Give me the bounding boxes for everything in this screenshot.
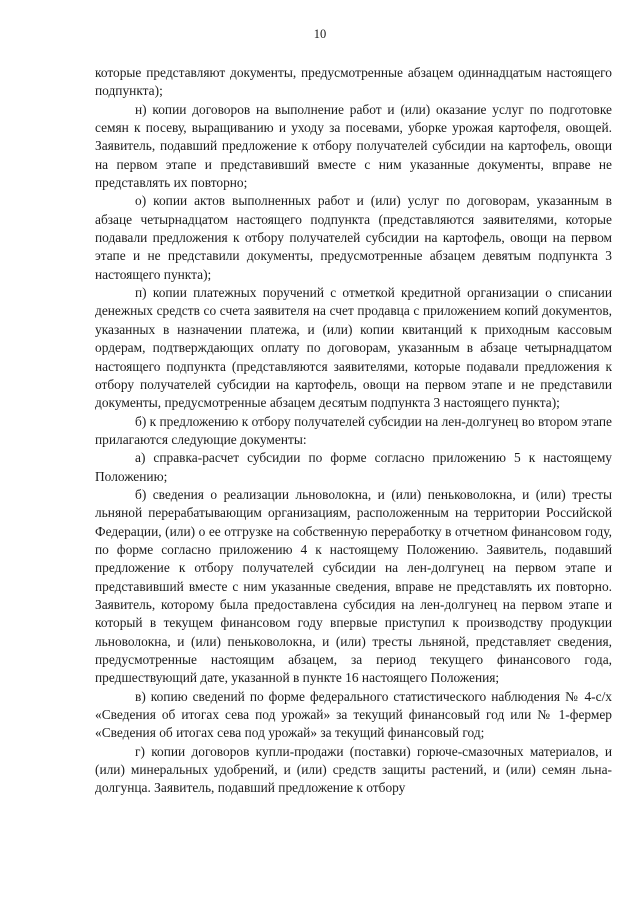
paragraph: г) копии договоров купли-продажи (поставки) горюче-смазочных материалов, и (или) минеральных удобрений, и (или) средств защиты растений, и (или) семян льна-долгунца. Заявитель, подавший предложение к отбору [95, 743, 612, 796]
paragraph: которые представляют документы, предусмотренные абзацем одиннадцатым настоящего подпункта); [95, 65, 612, 99]
paragraph: н) копии договоров на выполнение работ и (или) оказание услуг по подготовке семян к посеву, выращиванию и уходу за посевами, уборке урожая картофеля, овощей. Заявитель, подавший предложение к отбору получателей субсидии на картофель, овощи на первом этапе и представивший вместе с ним указанные документы, вправе не представлять их повторно; [95, 101, 612, 191]
paragraph: б) сведения о реализации льноволокна, и (или) пеньковолокна, и (или) тресты льняной перерабатывающим организациям, расположенным на территории Российской Федерации, (или) о ее отгрузке на собственную переработку в отчетном финансовом году, по форме согласно приложению 4 к настоящему Положению. Заявитель, подавший предложение к отбору получателей субсидии на лен-долгунец на первом этапе и представивший вместе с ним указанные сведения, вправе не представлять их повторно. Заявитель, которому была предоставлена субсидия на лен-долгунец на первом этапе и который в текущем финансовом году впервые приступил к производству продукции льноволокна, и (или) пеньковолокна, и (или) тресты льняной, представляет сведения, предусмотренные настоящим абзацем, за период текущего финансового года, предшествующий дате, указанной в пункте 16 настоящего Положения; [95, 486, 612, 686]
paragraph: о) копии актов выполненных работ и (или) услуг по договорам, указанным в абзаце четырнадцатом настоящего подпункта (представляются заявителями, которые подавали предложения к отбору получателей субсидии на картофель, овощи на первом этапе и не представили документы, предусмотренные абзацем девятым подпункта 3 настоящего пункта); [95, 193, 612, 282]
paragraph: в) копию сведений по форме федерального статистического наблюдения № 4-с/х «Сведения об итогах сева под урожай» за текущий финансовый год или № 1-фермер «Сведения об итогах сева под урожай» за текущий финансовый год; [95, 688, 612, 741]
document-body [95, 64, 612, 798]
paragraph: б) к предложению к отбору получателей субсидии на лен-долгунец во втором этапе прилагаются следующие документы: [95, 413, 612, 447]
paragraph: п) копии платежных поручений с отметкой кредитной организации о списании денежных средств со счета заявителя на счет продавца с приложением копий документов, указанных в назначении платежа, и (или) копии квитанций к приходным кассовым ордерам, подтверждающих оплату по договорам, указанным в абзаце четырнадцатом настоящего подпункта (представляются заявителями, которые подавали предложения к отбору получателей субсидии на картофель, овощи на первом этапе и не представили документы, предусмотренные абзацем десятым подпункта 3 настоящего пункта); [95, 285, 612, 411]
page-number: 10 [313, 27, 327, 41]
paragraph: а) справка-расчет субсидии по форме согласно приложению 5 к настоящему Положению; [95, 450, 612, 484]
